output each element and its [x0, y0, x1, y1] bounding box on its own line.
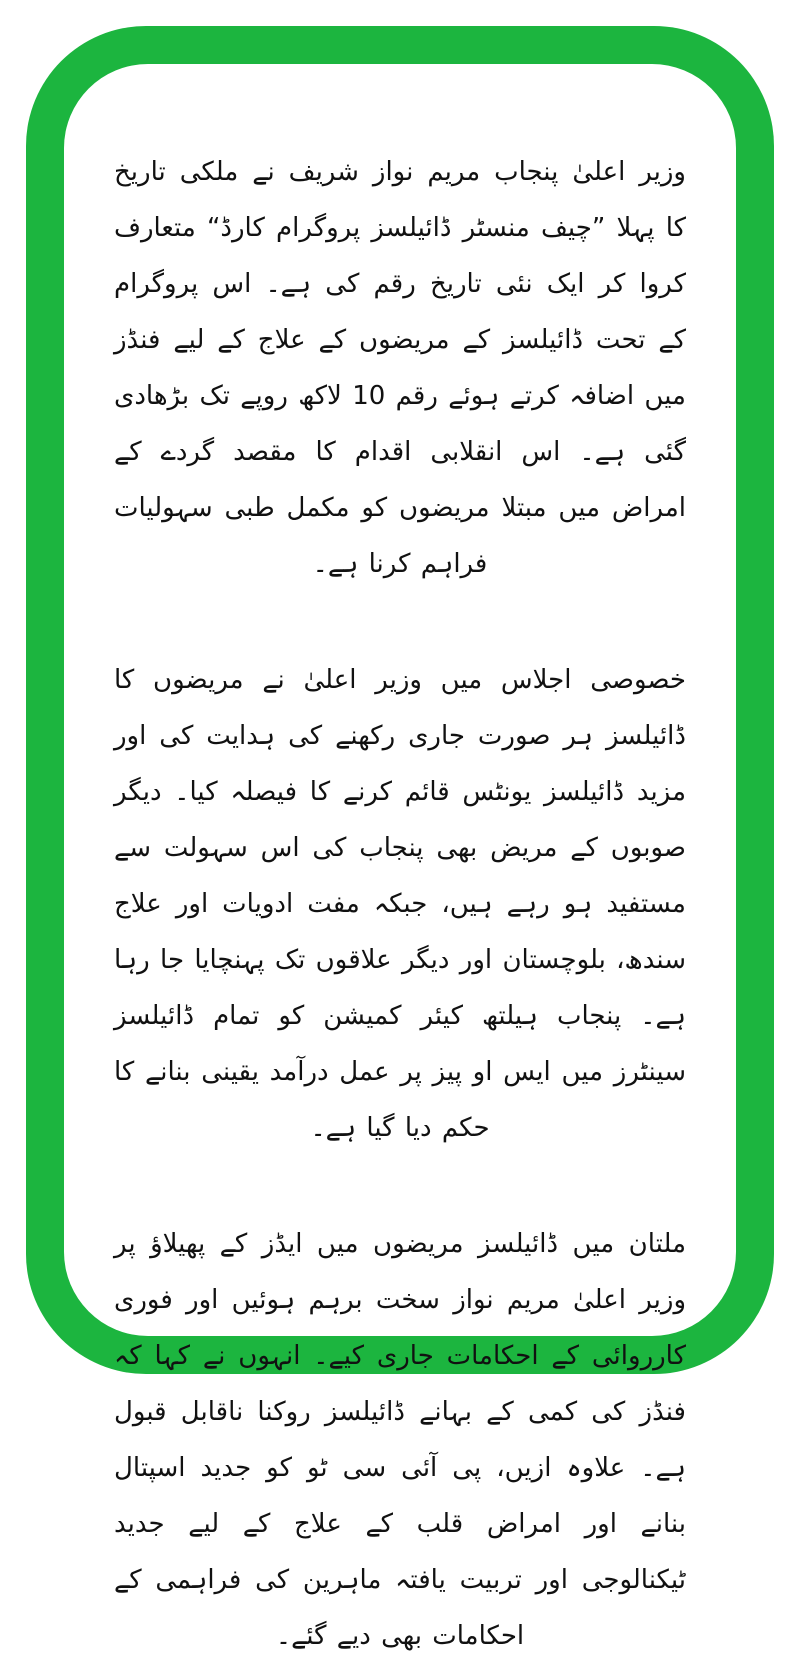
- phone-screen: [64, 64, 736, 1651]
- paragraph-dialysis-card: وزیر اعلیٰ پنجاب مریم نواز شریف نے ملکی تاریخ کا پہلا ”چیف منسٹر ڈائیلسز پروگرام کارڈ“ متعارف کروا کر ایک نئی تاریخ رقم کی ہے۔ اس پروگرام کے تحت ڈائیلسز کے مریضوں کے علاج کے لیے فنڈز میں اضافہ کرتے ہوئے رقم 10 لاکھ روپے تک بڑھادی گئی ہے۔ اس انقلابی اقدام کا مقصد گردے کے امراض میں مبتلا مریضوں کو مکمل طبی سہولیات فراہم کرنا ہے۔: [114, 157, 686, 579]
- paragraph-multan-aids: ملتان میں ڈائیلسز مریضوں میں ایڈز کے پھیلاؤ پر وزیر اعلیٰ مریم نواز سخت برہم ہوئیں اور فوری کارروائی کے احکامات جاری کیے۔ انہوں نے کہا کہ فنڈز کی کمی کے بہانے ڈائیلسز روکنا ناقابل قبول ہے۔ علاوہ ازیں، پی آئی سی ٹو کو جدید اسپتال بنانے اور امراض قلب کے علاج کے لیے جدید ٹیکنالوجی اور تربیت یافتہ ماہرین کی فراہمی کے احکامات بھی دیے گئے۔: [114, 1229, 686, 1651]
- article-body: [114, 144, 686, 1651]
- phone-frame: [26, 26, 774, 1651]
- paragraph-special-meeting: خصوصی اجلاس میں وزیر اعلیٰ نے مریضوں کا ڈائیلسز ہر صورت جاری رکھنے کی ہدایت کی اور مزید ڈائیلسز یونٹس قائم کرنے کا فیصلہ کیا۔ دیگر صوبوں کے مریض بھی پنجاب کی اس سہولت سے مستفید ہو رہے ہیں، جبکہ مفت ادویات اور علاج سندھ، بلوچستان اور دیگر علاقوں تک پہنچایا جا رہا ہے۔ پنجاب ہیلتھ کیئر کمیشن کو تمام ڈائیلسز سینٹرز میں ایس او پیز پر عمل درآمد یقینی بنانے کا حکم دیا گیا ہے۔: [114, 665, 686, 1143]
